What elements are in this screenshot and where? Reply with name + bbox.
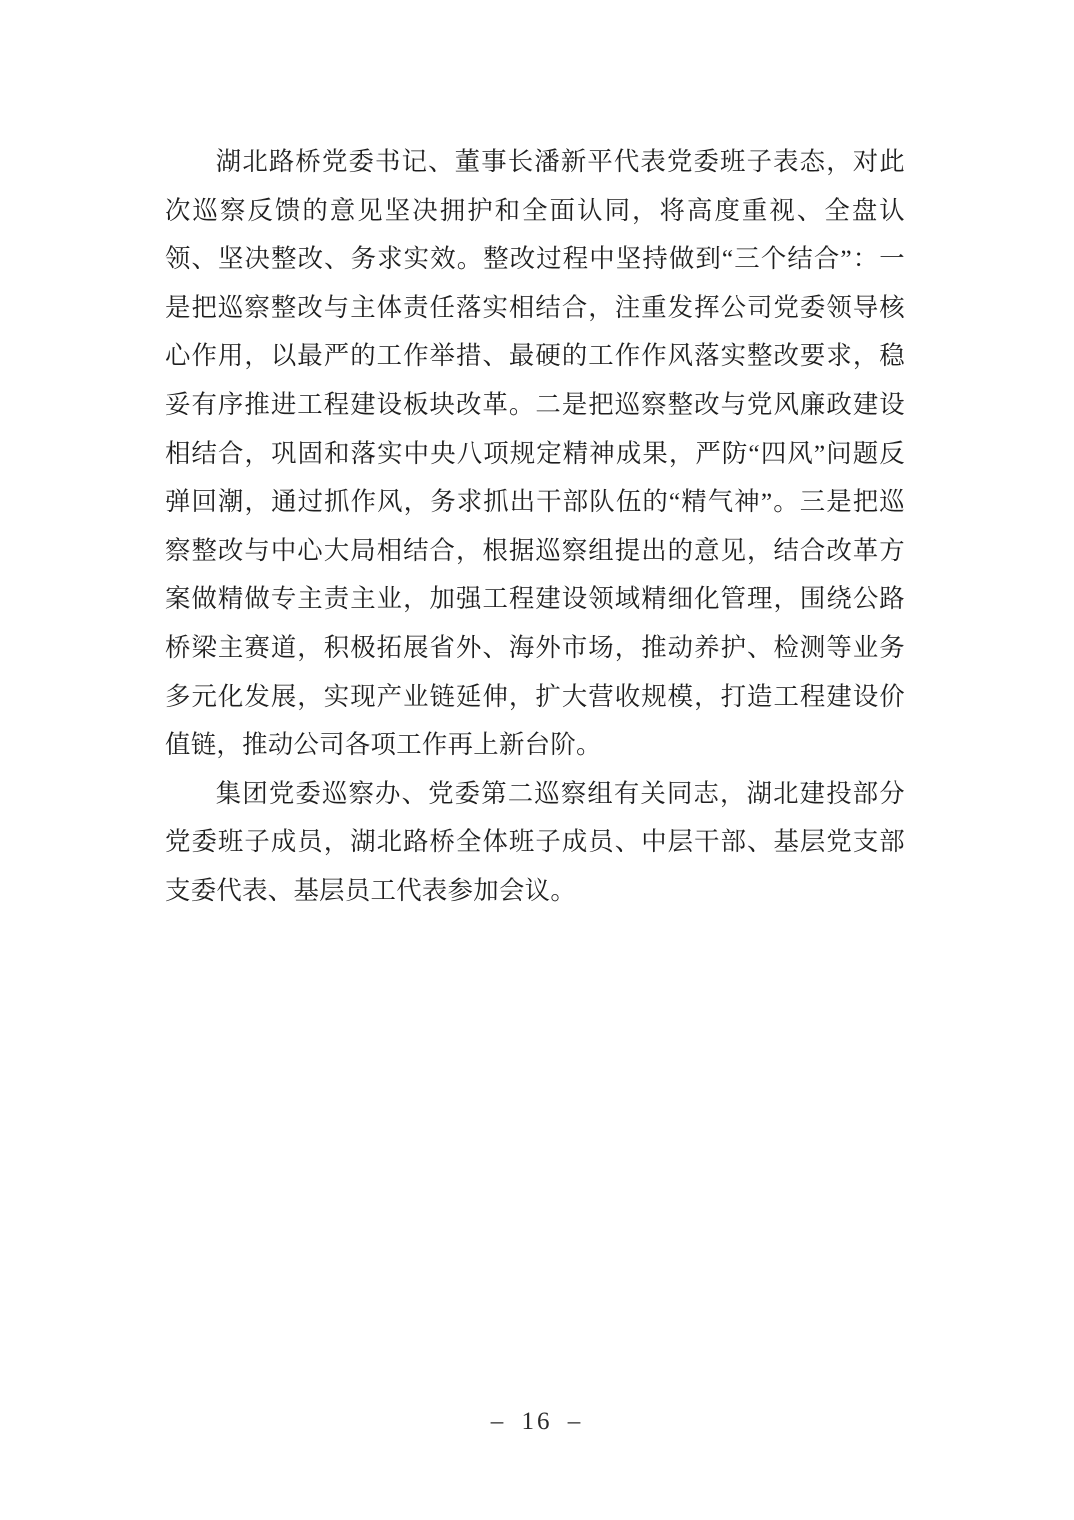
page-number: – 16 – bbox=[490, 1408, 584, 1435]
document-body bbox=[165, 138, 905, 916]
paragraph-attendees: 集团党委巡察办、党委第二巡察组有关同志，湖北建投部分党委班子成员，湖北路桥全体班子成员、中层干部、基层党支部支委代表、基层员工代表参加会议。 bbox=[165, 779, 905, 905]
paragraph-remarks: 湖北路桥党委书记、董事长潘新平代表党委班子表态，对此次巡察反馈的意见坚决拥护和全面认同，将高度重视、全盘认领、坚决整改、务求实效。整改过程中坚持做到“三个结合”：一是把巡察整改与主体责任落实相结合，注重发挥公司党委领导核心作用，以最严的工作举措、最硬的工作作风落实整改要求，稳妥有序推进工程建设板块改革。二是把巡察整改与党风廉政建设相结合，巩固和落实中央八项规定精神成果，严防“四风”问题反弹回潮，通过抓作风，务求抓出干部队伍的“精气神”。三是把巡察整改与中心大局相结合，根据巡察组提出的意见，结合改革方案做精做专主责主业，加强工程建设领域精细化管理，围绕公路桥梁主赛道，积极拓展省外、海外市场，推动养护、检测等业务多元化发展，实现产业链延伸，扩大营收规模，打造工程建设价值链，推动公司各项工作再上新台阶。 bbox=[165, 148, 905, 760]
